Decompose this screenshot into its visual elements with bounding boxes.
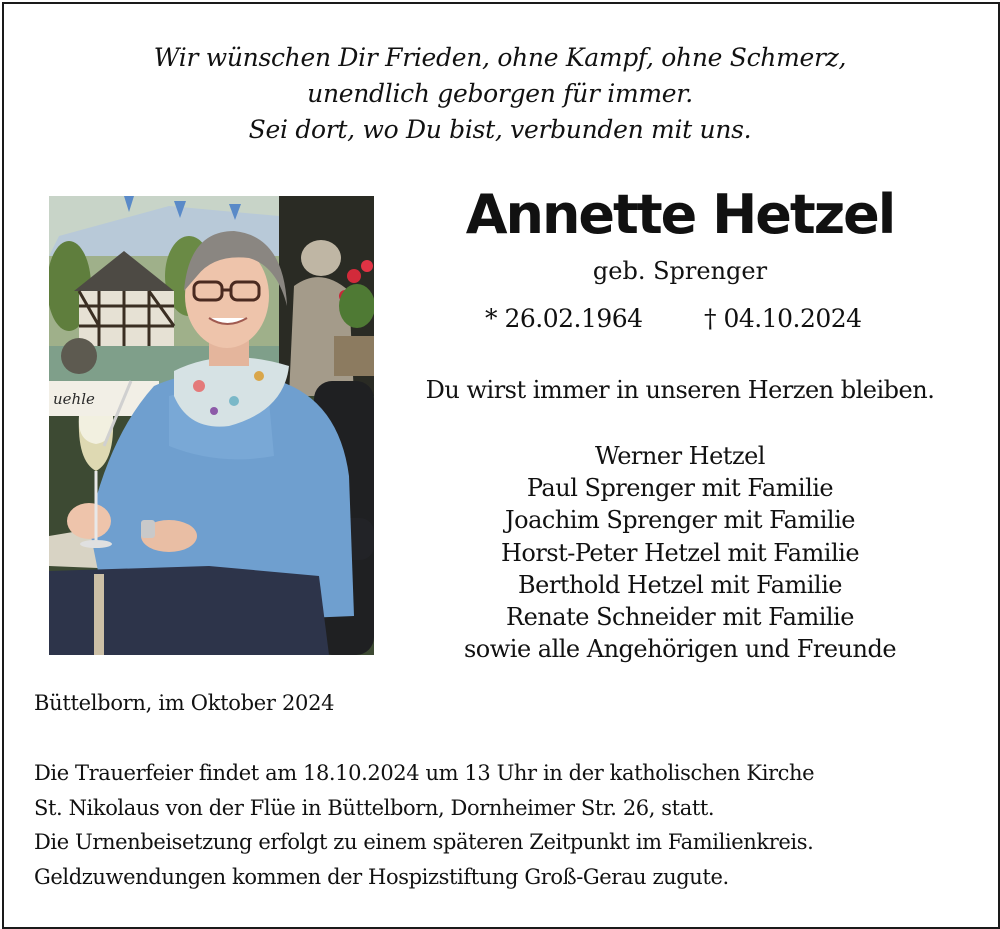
mourners-list [390, 440, 970, 665]
place-date: Büttelborn, im Oktober 2024 [34, 691, 335, 715]
remembrance-line: Du wirst immer in unseren Herzen bleiben. [425, 376, 935, 404]
poem-line: Wir wünschen Dir Frieden, ohne Kampf, ohne Schmerz, [153, 43, 847, 72]
maiden-name: geb. Sprenger [592, 257, 768, 285]
info-line: St. Nikolaus von der Flüe in Büttelborn, Dornheimer Str. 26, statt. [34, 795, 715, 820]
mourner: Werner Hetzel [595, 442, 765, 470]
birth-date: * 26.02.1964 [485, 304, 643, 333]
poem-line: unendlich geborgen für immer. [307, 79, 693, 108]
mourner: Horst-Peter Hetzel mit Familie [500, 538, 860, 567]
poem-line: Sei dort, wo Du bist, verbunden mit uns. [248, 115, 752, 144]
info-line: Die Urnenbeisetzung erfolgt zu einem späteren Zeitpunkt im Familienkreis. [34, 830, 814, 854]
mourner: Joachim Sprenger mit Familie [505, 506, 855, 535]
deceased-name: Annette Hetzel [465, 183, 895, 246]
mourner: Renate Schneider mit Familie [506, 603, 854, 632]
death-date: † 04.10.2024 [704, 304, 862, 333]
mural-text: uehle [53, 390, 95, 408]
portrait-photo [49, 196, 374, 655]
mourner: Berthold Hetzel mit Familie [518, 570, 842, 599]
poem [0, 40, 1000, 148]
info-line: Geldzuwendungen kommen der Hospizstiftung Groß-Gerau zugute. [34, 864, 729, 889]
info-line: Die Trauerfeier findet am 18.10.2024 um 13 Uhr in der katholischen Kirche [34, 761, 815, 785]
mourner: Paul Sprenger mit Familie [526, 474, 834, 503]
funeral-info [34, 756, 974, 894]
mourner: sowie alle Angehörigen und Freunde [463, 635, 897, 664]
